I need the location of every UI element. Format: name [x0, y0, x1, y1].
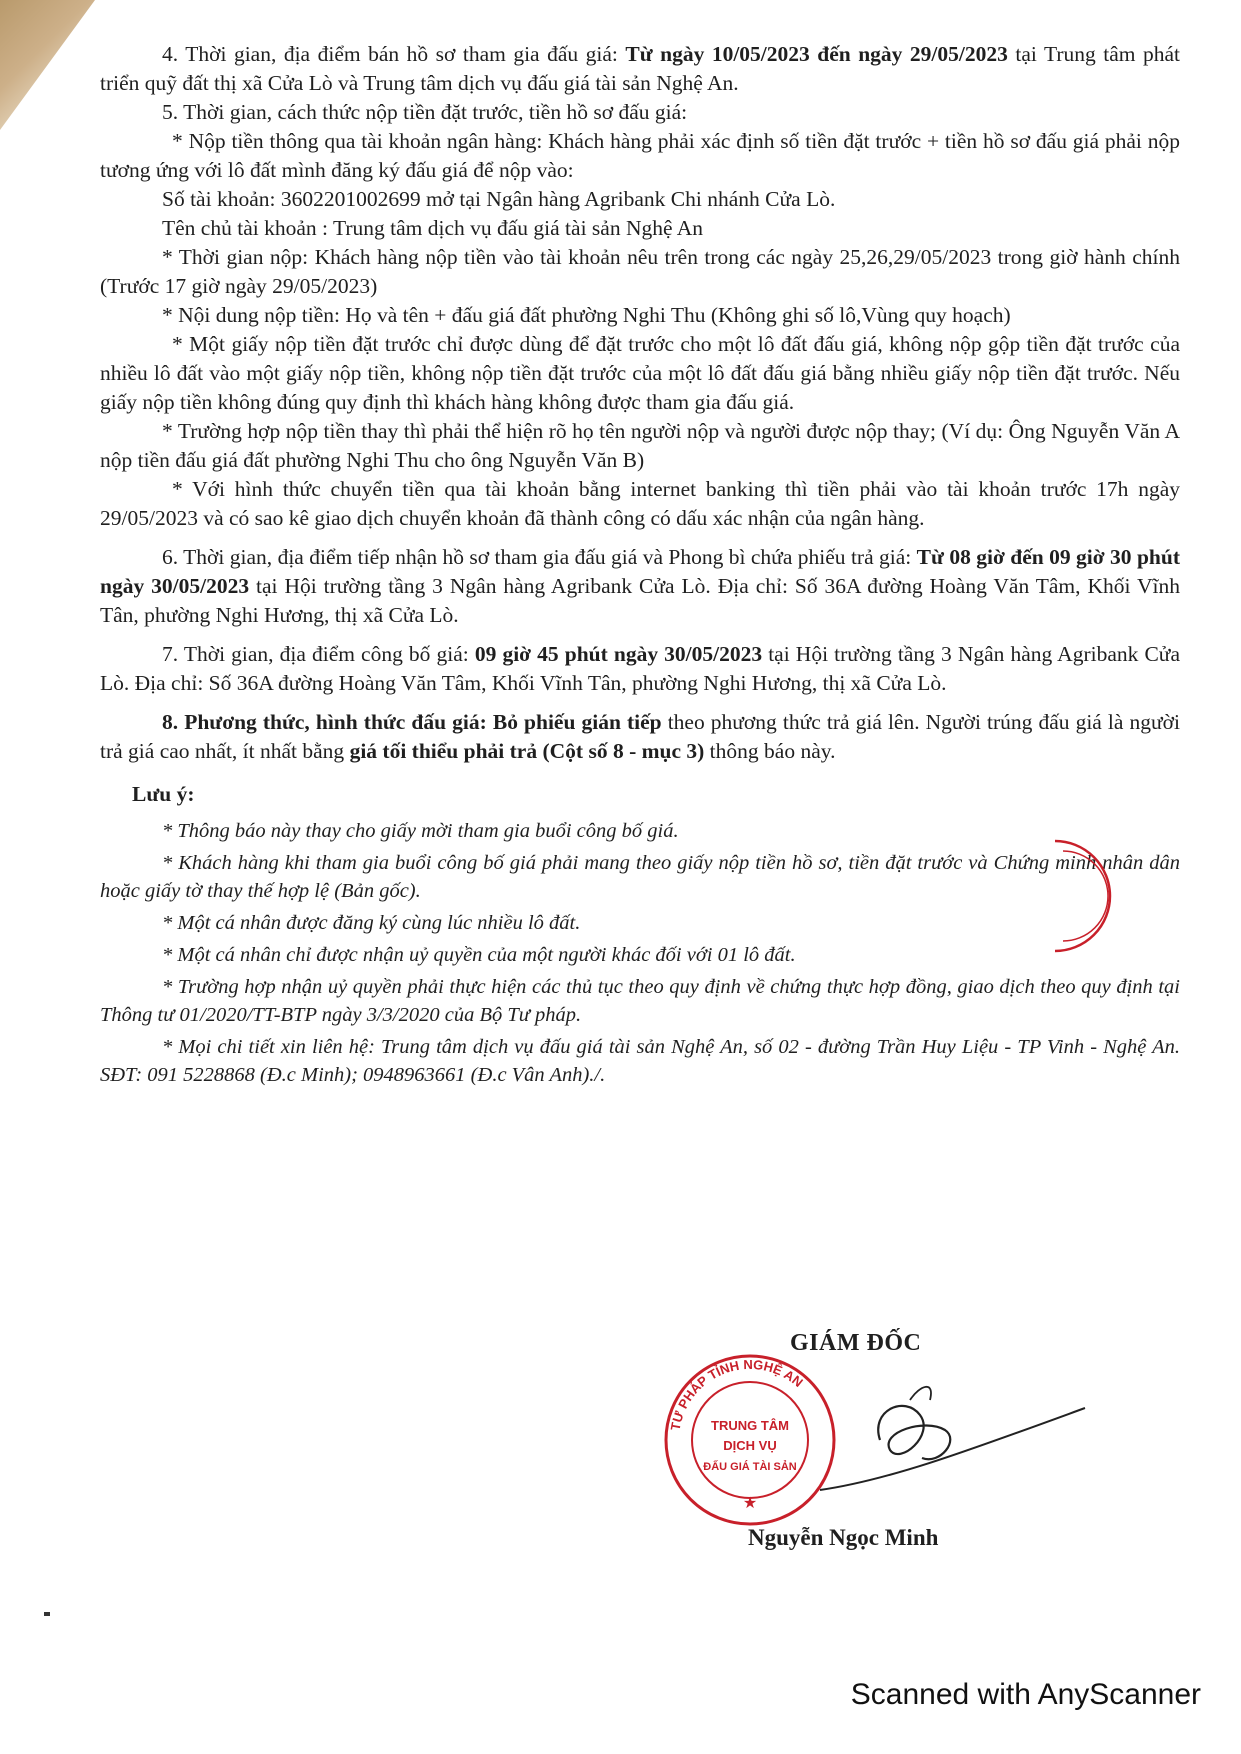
section-6-label: 6. Thời gian, địa điểm tiếp nhận hồ sơ tham gia đấu giá và Phong bì chứa phiếu trả giá: — [162, 545, 917, 569]
section-5-payment-content: * Nội dung nộp tiền: Họ và tên + đấu giá đất phường Nghi Thu (Không ghi số lô,Vùng quy hoạch) — [162, 303, 1011, 327]
note-item: * Trường hợp nhận uỷ quyền phải thực hiện các thủ tục theo quy định về chứng thực hợp đồng, giao dịch theo quy định tại Thông tư 01/2020/TT-BTP ngày 3/3/2020 của Bộ Tư pháp. — [100, 976, 1180, 1026]
seal-line: DỊCH VỤ — [723, 1438, 777, 1453]
section-8-method: 8. Phương thức, hình thức đấu giá: Bỏ phiếu gián tiếp — [162, 710, 662, 734]
section-5-proxy-payment: * Trường hợp nộp tiền thay thì phải thể hiện rõ họ tên người nộp và người được nộp thay; (Ví dụ: Ông Nguyễn Văn A nộp tiền đấu giá đất phường Nghi Thu cho ông Nguyễn Văn B) — [100, 419, 1180, 472]
note-item: * Khách hàng khi tham gia buổi công bố giá phải mang theo giấy nộp tiền hồ sơ, tiền đặt trước và Chứng minh nhân dân hoặc giấy tờ thay thế hợp lệ (Bản gốc). — [100, 852, 1180, 902]
section-7-label: 7. Thời gian, địa điểm công bố giá: — [162, 642, 475, 666]
section-5-bank-payment: * Nộp tiền thông qua tài khoản ngân hàng: Khách hàng phải xác định số tiền đặt trước + tiền hồ sơ đấu giá phải nộp tương ứng với lô đất mình đăng ký đấu giá để nộp vào: — [100, 129, 1180, 182]
section-8-min-price: giá tối thiểu phải trả (Cột số 8 - mục 3) — [349, 739, 705, 763]
section-5-account-number: Số tài khoản: 3602201002699 mở tại Ngân hàng Agribank Chi nhánh Cửa Lò. — [162, 187, 836, 211]
section-4-dates: Từ ngày 10/05/2023 đến ngày 29/05/2023 — [625, 42, 1008, 66]
section-4 — [100, 40, 1180, 98]
note-item: * Một cá nhân chỉ được nhận uỷ quyền của một người khác đối với 01 lô đất. — [162, 944, 796, 966]
section-8-end: thông báo này. — [704, 739, 836, 763]
section-5-one-slip-rule: * Một giấy nộp tiền đặt trước chỉ được dùng để đặt trước cho một lô đất đấu giá, không nộp gộp tiền đặt trước của nhiều lô đất vào một giấy nộp tiền, không nộp tiền đặt trước của một lô đất đấu giá bằng nhiều giấy nộp tiền đặt trước. Nếu giấy nộp tiền không đúng quy định thì khách hàng không được tham gia đấu giá. — [100, 332, 1180, 414]
scanner-watermark: Scanned with AnyScanner — [850, 1678, 1201, 1711]
section-6-place: tại Hội trường tầng 3 Ngân hàng Agribank Cửa Lò. Địa chỉ: Số 36A đường Hoàng Văn Tâm, Khối Vĩnh Tân, phường Nghi Hương, thị xã Cửa Lò. — [100, 574, 1180, 627]
page-corner-fold — [0, 0, 95, 130]
section-7 — [100, 640, 1180, 698]
partial-stamp-icon — [1045, 836, 1115, 956]
note-item: * Thông báo này thay cho giấy mời tham gia buổi công bố giá. — [162, 820, 679, 842]
signer-name: Nguyễn Ngọc Minh — [748, 1525, 939, 1550]
section-7-time: 09 giờ 45 phút ngày 30/05/2023 — [474, 642, 763, 666]
section-5-account-holder: Tên chủ tài khoản : Trung tâm dịch vụ đấu giá tài sản Nghệ An — [162, 216, 703, 240]
seal-ring-text: TƯ PHÁP TỈNH NGHỆ AN — [667, 1356, 806, 1432]
section-7-place: tại Hội trường tầng 3 Ngân hàng Agribank Cửa Lò. Địa chỉ: Số 36A đường Hoàng Văn Tâm, Khối Vĩnh Tân, phường Nghi Hương, thị xã Cửa Lò. — [100, 642, 1180, 695]
handwritten-signature-icon — [810, 1370, 1090, 1500]
seal-line: TRUNG TÂM — [711, 1418, 789, 1433]
signer-title: GIÁM ĐỐC — [790, 1330, 922, 1356]
section-4-place: tại Trung tâm phát triển quỹ đất thị xã Cửa Lò và Trung tâm dịch vụ đấu giá tài sản Nghệ An. — [100, 42, 1180, 95]
scan-speck — [44, 1612, 50, 1616]
section-6-time: Từ 08 giờ đến 09 giờ 30 phút ngày 30/05/2023 — [100, 545, 1180, 598]
document-body — [100, 40, 1180, 1093]
note-title: Lưu ý: — [132, 782, 195, 806]
section-5-title: 5. Thời gian, cách thức nộp tiền đặt trước, tiền hồ sơ đấu giá: — [162, 100, 688, 124]
note-list — [100, 817, 1180, 1089]
seal-star-icon: ★ — [742, 1495, 758, 1512]
signature-block — [660, 1330, 1080, 1560]
section-5-internet-banking: * Với hình thức chuyển tiền qua tài khoản bằng internet banking thì tiền phải vào tài khoản trước 17h ngày 29/05/2023 và có sao kê giao dịch chuyển khoản đã thành công có dấu xác nhận của ngân hàng. — [100, 477, 1180, 530]
section-8 — [100, 708, 1180, 766]
seal-line: ĐẤU GIÁ TÀI SẢN — [703, 1461, 797, 1473]
section-4-label: 4. Thời gian, địa điểm bán hồ sơ tham gia đấu giá: — [162, 42, 626, 66]
section-8-description: theo phương thức trả giá lên. Người trúng đấu giá là người trả giá cao nhất, ít nhất bằng — [100, 710, 1180, 763]
note-item: * Mọi chi tiết xin liên hệ: Trung tâm dịch vụ đấu giá tài sản Nghệ An, số 02 - đường Trần Huy Liệu - TP Vinh - Nghệ An. SĐT: 091 5228868 (Đ.c Minh); 0948963661 (Đ.c Vân Anh)./. — [100, 1036, 1180, 1086]
section-6 — [100, 543, 1180, 630]
section-5-payment-time: * Thời gian nộp: Khách hàng nộp tiền vào tài khoản nêu trên trong các ngày 25,26,29/05/2023 trong giờ hành chính (Trước 17 giờ ngày 29/05/2023) — [100, 245, 1180, 298]
note-item: * Một cá nhân được đăng ký cùng lúc nhiều lô đất. — [162, 912, 581, 934]
